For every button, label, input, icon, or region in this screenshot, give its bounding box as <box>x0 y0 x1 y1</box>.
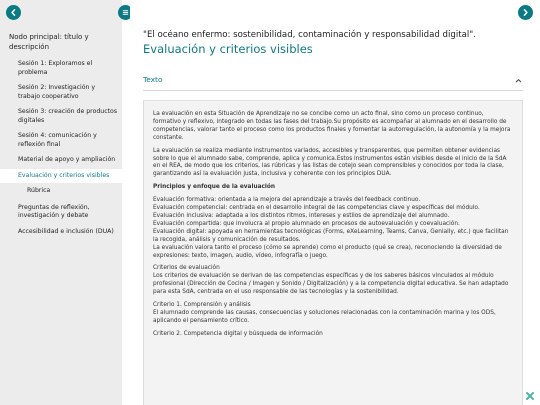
nav-item-rubrica[interactable]: Rúbrica <box>27 187 51 194</box>
hamburger-menu-icon <box>121 8 130 17</box>
list-item: Evaluación inclusiva: adaptada a los distintos ritmos, intereses y estilos de aprendizaje del alumnado. <box>153 212 450 219</box>
nav-item-material[interactable]: Material de apoyo y ampliación <box>18 156 116 163</box>
list-item: Evaluación digital: apoyada en herramientas tecnológicas (Forms, eXeLearning, Teams, Canva, Genially, etc.) que facilitan la recogida, análisis y comunicación de resultados. <box>153 228 509 243</box>
paragraph: La evaluación valora tanto el proceso (cómo se aprende) como el producto (qué se crea), reconociendo la diversidad de expresiones: texto, imagen, audio, vídeo, infografía o juego. <box>153 244 502 259</box>
list-item: Evaluación compartida: que involucra al propio alumnado en procesos de autoevaluación y coevaluación. <box>153 220 460 227</box>
nav-item-preguntas[interactable]: Preguntas de reflexión, investigación y debate <box>18 203 90 219</box>
subheading: Criterio 2. Competencia digital y búsqueda de información <box>153 330 323 337</box>
section-heading: Principios y enfoque de la evaluación <box>153 184 276 191</box>
subheading: Criterio 1. Comprensión y análisis <box>153 302 251 309</box>
list-item: Evaluación formativa: orientada a la mejora del aprendizaje a través del feedback continuo. <box>153 197 421 204</box>
chevron-left-icon <box>9 8 18 17</box>
text-panel <box>143 100 523 405</box>
prev-page-button[interactable] <box>6 5 21 20</box>
subheading: Criterios de evaluación <box>153 265 220 272</box>
nav-item-evaluacion[interactable]: Evaluación y criterios visibles <box>0 169 122 184</box>
section-header[interactable] <box>143 73 523 91</box>
nav-item-sesion-4[interactable]: Sesión 4: comunicación y reflexión final <box>18 132 97 148</box>
chevron-right-icon <box>521 8 530 17</box>
chevron-up-icon[interactable] <box>514 76 523 85</box>
paragraph: La evaluación se realiza mediante instrumentos variados, accesibles y transparentes, que permiten obtener evidencias sobre lo que el alumnado sabe, comprende, aplica y comunica.Estos instrumentos están visibles desde el inicio de la SdA en el REA, de modo que los criterios, las rúbricas y las listas de cotejo sean comprensibles y conocidos por toda la clase, garantizando así la evaluación justa, inclusiva y coherente con los principios DUA. <box>153 147 507 178</box>
paragraph: La evaluación en esta Situación de Aprendizaje no se concibe como un acto final, sino como un proceso continuo, formativo y reflexivo, integrado en todas las fases del trabajo.Su propósito es acompañar al alumnado en el desarrollo de competencias, valorar tanto el proceso como los productos finales y fomentar la autorregulación, la autonomía y la mejora constante. <box>153 111 511 141</box>
main-content <box>130 0 540 405</box>
section-label: Texto <box>143 75 163 84</box>
nav-root-title[interactable]: Nodo principal: título y descripción <box>9 33 89 51</box>
nav-list <box>0 60 122 236</box>
cross-icon[interactable] <box>524 390 536 402</box>
page-title: Evaluación y criterios visibles <box>143 42 313 56</box>
paragraph: El alumnado comprende las causas, consecuencias y soluciones relacionadas con la contaminación marina y los ODS, aplicando el pensamiento crítico. <box>153 309 496 324</box>
nav-item-sesion-3[interactable]: Sesión 3: creación de productos digitales <box>18 108 118 124</box>
list-item: Evaluación competencial: centrada en el desarrollo integral de las competencias clave y específicas del módulo. <box>153 205 480 212</box>
nav-item-accesibilidad[interactable]: Accesibilidad e inclusión (DUA) <box>18 227 114 235</box>
sidebar <box>0 0 122 405</box>
nav-item-sesion-2[interactable]: Sesión 2: Investigación y trabajo cooperativo <box>18 84 96 100</box>
page-headline: "El océano enfermo: sostenibilidad, contaminación y responsabilidad digital". <box>143 30 476 40</box>
nav-item-sesion-1[interactable]: Sesión 1: Exploramos el problema <box>18 60 93 76</box>
next-page-button[interactable] <box>518 5 533 20</box>
paragraph: Los criterios de evaluación se derivan de las competencias específicas y de los saberes básicos vinculados al módulo profesional (Dirección de Cocina / Imagen y Sonido / Digitalización) y a la competencia digital educativa. Se han adaptado para esta SdA, centrada en el uso responsable de las tecnologías y la sostenibilidad. <box>153 273 509 296</box>
